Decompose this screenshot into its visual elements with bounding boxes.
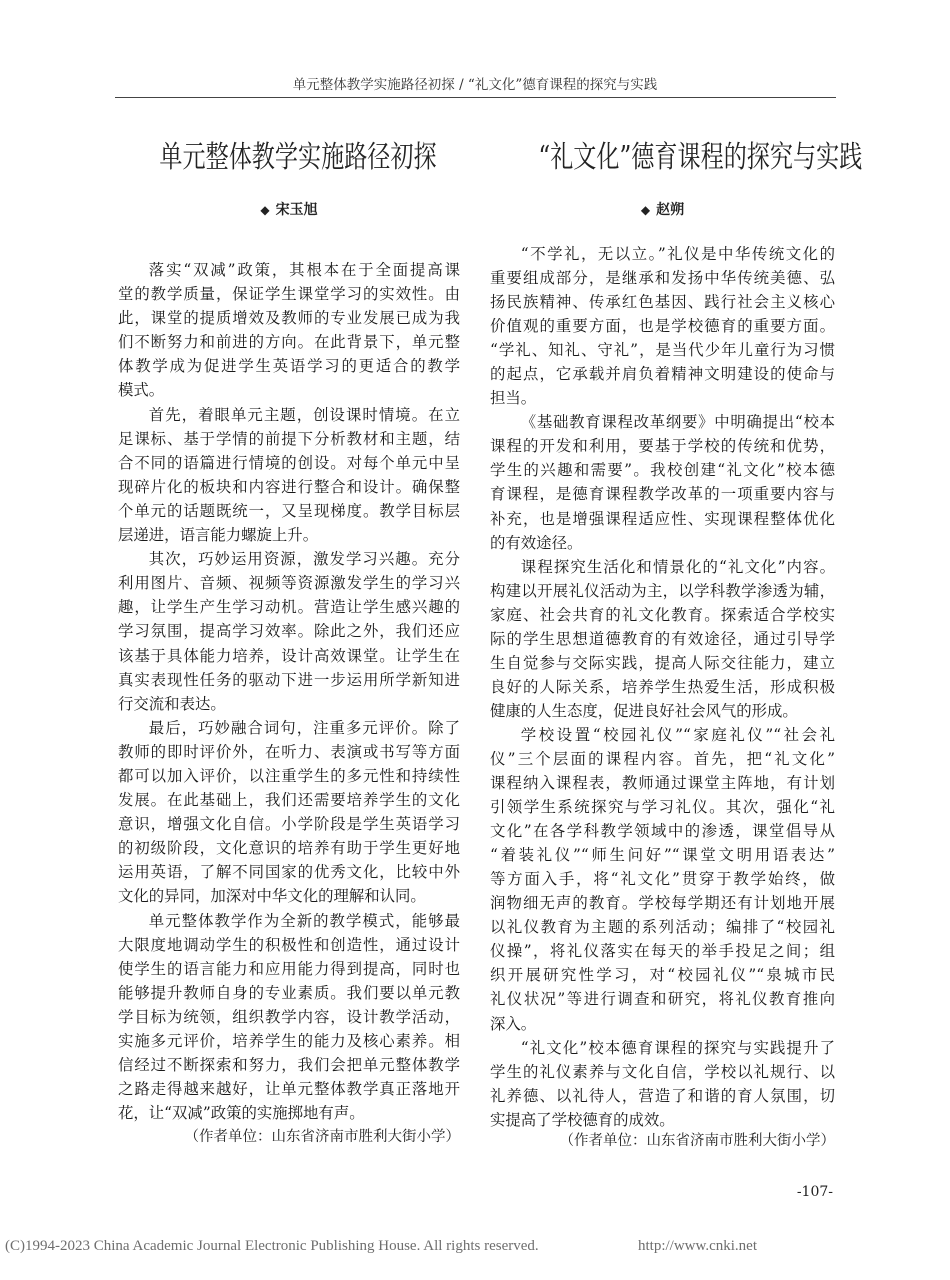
article-title-text: 单元整体教学实施路径初探	[159, 140, 437, 175]
text-line: “礼文化”校本德育课程的探究与实践提升了	[520, 1038, 835, 1057]
text-line: 首先，着眼单元主题，创设课时情境。在立	[148, 405, 460, 424]
footer-copyright: (C)1994-2023 China Academic Journal Electronic Publishing House. All rights reserved.	[5, 1238, 539, 1254]
text-line: 足课标、基于学情的前提下分析教材和主题，结	[118, 429, 460, 448]
text-line: 花，让“双减”政策的实施掷地有声。	[118, 1104, 365, 1123]
footer-url: http://www.cnki.net	[638, 1238, 758, 1254]
text-line: 其次，巧妙运用资源，激发学习兴趣。充分	[148, 550, 460, 569]
paragraph	[118, 716, 460, 909]
text-line: 礼仪状况”等进行调查和研究，将礼仪教育推向	[490, 990, 835, 1009]
text-line: 文化”在各学科教学领域中的渗透，课堂倡导从	[490, 822, 835, 841]
article-title-text: “礼文化”德育课程的探究与实践	[538, 140, 863, 175]
text-line: 礼养德、以礼待人，营造了和谐的育人氛围，切	[490, 1086, 835, 1105]
text-line: 课程探究生活化和情景化的“礼文化”内容。	[520, 557, 835, 576]
text-line: 价值观的重要方面，也是学校德育的重要方面。	[490, 317, 835, 336]
text-line: 实提高了学校德育的成效。	[490, 1110, 675, 1129]
text-line: 良好的人际关系，培养学生热爱生活，形成积极	[490, 677, 835, 696]
paragraph	[490, 410, 835, 554]
text-line: 扬民族精神、传承红色基因、践行社会主义核心	[490, 293, 835, 312]
text-line: 利用图片、音频、视频等资源激发学生的学习兴	[118, 574, 460, 593]
text-line: 此，课堂的提质增效及教师的专业发展已成为我	[118, 309, 460, 328]
author-byline-right	[490, 200, 835, 220]
text-line: 仪操”，将礼仪落实在每天的举手投足之间；组	[490, 942, 835, 961]
text-line: 能够提升教师自身的专业素质。我们要以单元教	[118, 983, 460, 1002]
text-line: 之路走得越来越好，让单元整体教学真正落地开	[118, 1080, 460, 1099]
text-line: 堂的教学质量，保证学生课堂学习的实效性。由	[118, 285, 460, 304]
article-body-left	[118, 258, 460, 1149]
text-line: 现碎片化的板块和内容进行整合和设计。确保整	[118, 477, 460, 496]
text-line: 个单元的话题既统一，又呈现梯度。教学目标层	[118, 501, 460, 520]
text-line: 深入。	[490, 1014, 537, 1033]
text-line: 的初级阶段，文化意识的培养有助于学生更好地	[118, 839, 460, 858]
text-line: 以礼仪教育为主题的系列活动；编排了“校园礼	[490, 918, 835, 937]
text-line: 落实“双减”政策，其根本在于全面提高课	[148, 261, 460, 279]
paragraph	[490, 242, 835, 410]
text-line: 真实表现性任务的驱动下进一步运用所学新知进	[118, 670, 460, 689]
text-line: 担当。	[490, 389, 537, 408]
paragraph	[118, 909, 460, 1126]
author-affiliation: （作者单位：山东省济南市胜利大街小学）	[184, 1129, 460, 1146]
text-line: 学生的礼仪素养与文化自信，学校以礼规行、以	[490, 1062, 835, 1081]
text-line: “不学礼，无以立。”礼仪是中华传统文化的	[520, 245, 835, 263]
text-line: 大限度地调动学生的积极性和创造性，通过设计	[118, 935, 460, 954]
text-line: 《基础教育课程改革纲要》中明确提出“校本	[520, 413, 835, 432]
text-line: 使学生的语言能力和应用能力得到提高，同时也	[118, 959, 460, 978]
text-line: 合不同的语篇进行情境的创设。对每个单元中呈	[118, 453, 460, 472]
text-line: 教师的即时评价外，在听力、表演或书写等方面	[118, 742, 460, 761]
diamond-bullet-icon: ◆	[640, 203, 651, 217]
text-line: 最后，巧妙融合词句，注重多元评价。除了	[148, 718, 460, 737]
text-line: 健康的人生态度，促进良好社会风气的形成。	[490, 701, 798, 720]
text-line: 们不断努力和前进的方向。在此背景下，单元整	[118, 333, 460, 352]
header-rule	[115, 97, 836, 98]
author-name: 赵朔	[656, 202, 685, 218]
text-line: 润物细无声的教育。学校每学期还有计划地开展	[490, 894, 835, 913]
paragraph	[490, 723, 835, 1036]
text-line: 仪”三个层面的课程内容。首先，把“礼文化”	[490, 749, 835, 768]
text-line: 意识，增强文化自信。小学阶段是学生英语学习	[118, 815, 460, 834]
text-line: 单元整体教学作为全新的教学模式，能够最	[148, 911, 460, 930]
text-line: 层递进，语言能力螺旋上升。	[118, 526, 319, 545]
text-line: 学校设置“校园礼仪”“家庭礼仪”“社会礼	[520, 725, 835, 744]
text-line: 家庭、社会共育的礼文化教育。探索适合学校实	[490, 605, 835, 624]
text-line: 际的学生思想道德教育的有效途径，通过引导学	[490, 629, 835, 648]
article-body-right	[490, 242, 835, 1153]
text-line: 该基于具体能力培养，设计高效课堂。让学生在	[118, 646, 460, 665]
text-line: 引领学生系统探究与学习礼仪。其次，强化“礼	[490, 798, 835, 817]
text-line: 学习氛围，提高学习效率。除此之外，我们还应	[118, 622, 460, 641]
text-line: 实施多元评价，培养学生的能力及核心素养。相	[118, 1032, 460, 1050]
text-line: 的起点，它承载并肩负着精神文明建设的使命与	[490, 365, 835, 384]
paragraph	[118, 547, 460, 716]
text-line: 发展。在此基础上，我们还需要培养学生的文化	[118, 791, 460, 810]
text-line: 模式。	[118, 381, 165, 400]
text-line: 学生的兴趣和需要”。我校创建“礼文化”校本德	[490, 461, 835, 480]
running-title: 单元整体教学实施路径初探 / “礼文化”德育课程的探究与实践	[292, 77, 658, 93]
paragraph	[118, 258, 460, 403]
author-name: 宋玉旭	[275, 202, 318, 218]
text-line: 织开展研究性学习，对“校园礼仪”“泉城市民	[490, 966, 835, 985]
paragraph	[118, 403, 460, 548]
article-title-right	[490, 140, 863, 176]
text-line: 学目标为统领，组织教学内容，设计教学活动，	[118, 1007, 460, 1026]
paragraph	[490, 1036, 835, 1132]
author-byline-left	[118, 200, 460, 220]
text-line: 构建以开展礼仪活动为主，以学科教学渗透为辅，	[490, 581, 835, 600]
text-line: 文化的异同，加深对中华文化的理解和认同。	[118, 887, 426, 906]
text-line: 课程的开发和利用，要基于学校的传统和优势，	[490, 437, 835, 456]
text-line: 的有效途径。	[490, 533, 583, 552]
diamond-bullet-icon: ◆	[260, 203, 270, 217]
text-line: 信经过不断探索和努力，我们会把单元整体教学	[118, 1056, 460, 1075]
text-line: 行交流和表达。	[118, 694, 226, 713]
text-line: 重要组成部分，是继承和发扬中华传统美德、弘	[490, 269, 835, 288]
text-line: 等方面入手，将“礼文化”贯穿于教学始终，做	[490, 870, 835, 889]
page-number: -107-	[796, 1184, 833, 1200]
text-line: 趣，让学生产生学习动机。营造让学生感兴趣的	[118, 598, 460, 617]
text-line: 体教学成为促进学生英语学习的更适合的教学	[118, 357, 460, 376]
article-title-left	[118, 140, 460, 176]
text-line: 育课程，是德育课程教学改革的一项重要内容与	[490, 485, 835, 504]
text-line: 都可以加入评价，以注重学生的多元性和持续性	[118, 766, 460, 785]
paragraph	[490, 555, 835, 723]
text-line: 运用英语，了解不同国家的优秀文化，比较中外	[118, 863, 460, 882]
text-line: 课程纳入课程表，教师通过课堂主阵地，有计划	[490, 774, 835, 793]
text-line: 补充，也是增强课程适应性、实现课程整体优化	[490, 509, 835, 528]
text-line: 生自觉参与交际实践，提高人际交往能力，建立	[490, 653, 835, 672]
text-line: “学礼、知礼、守礼”，是当代少年儿童行为习惯	[490, 341, 835, 360]
author-affiliation: （作者单位：山东省济南市胜利大街小学）	[559, 1132, 835, 1149]
text-line: “着装礼仪”“师生问好”“课堂文明用语表达”	[490, 846, 835, 865]
